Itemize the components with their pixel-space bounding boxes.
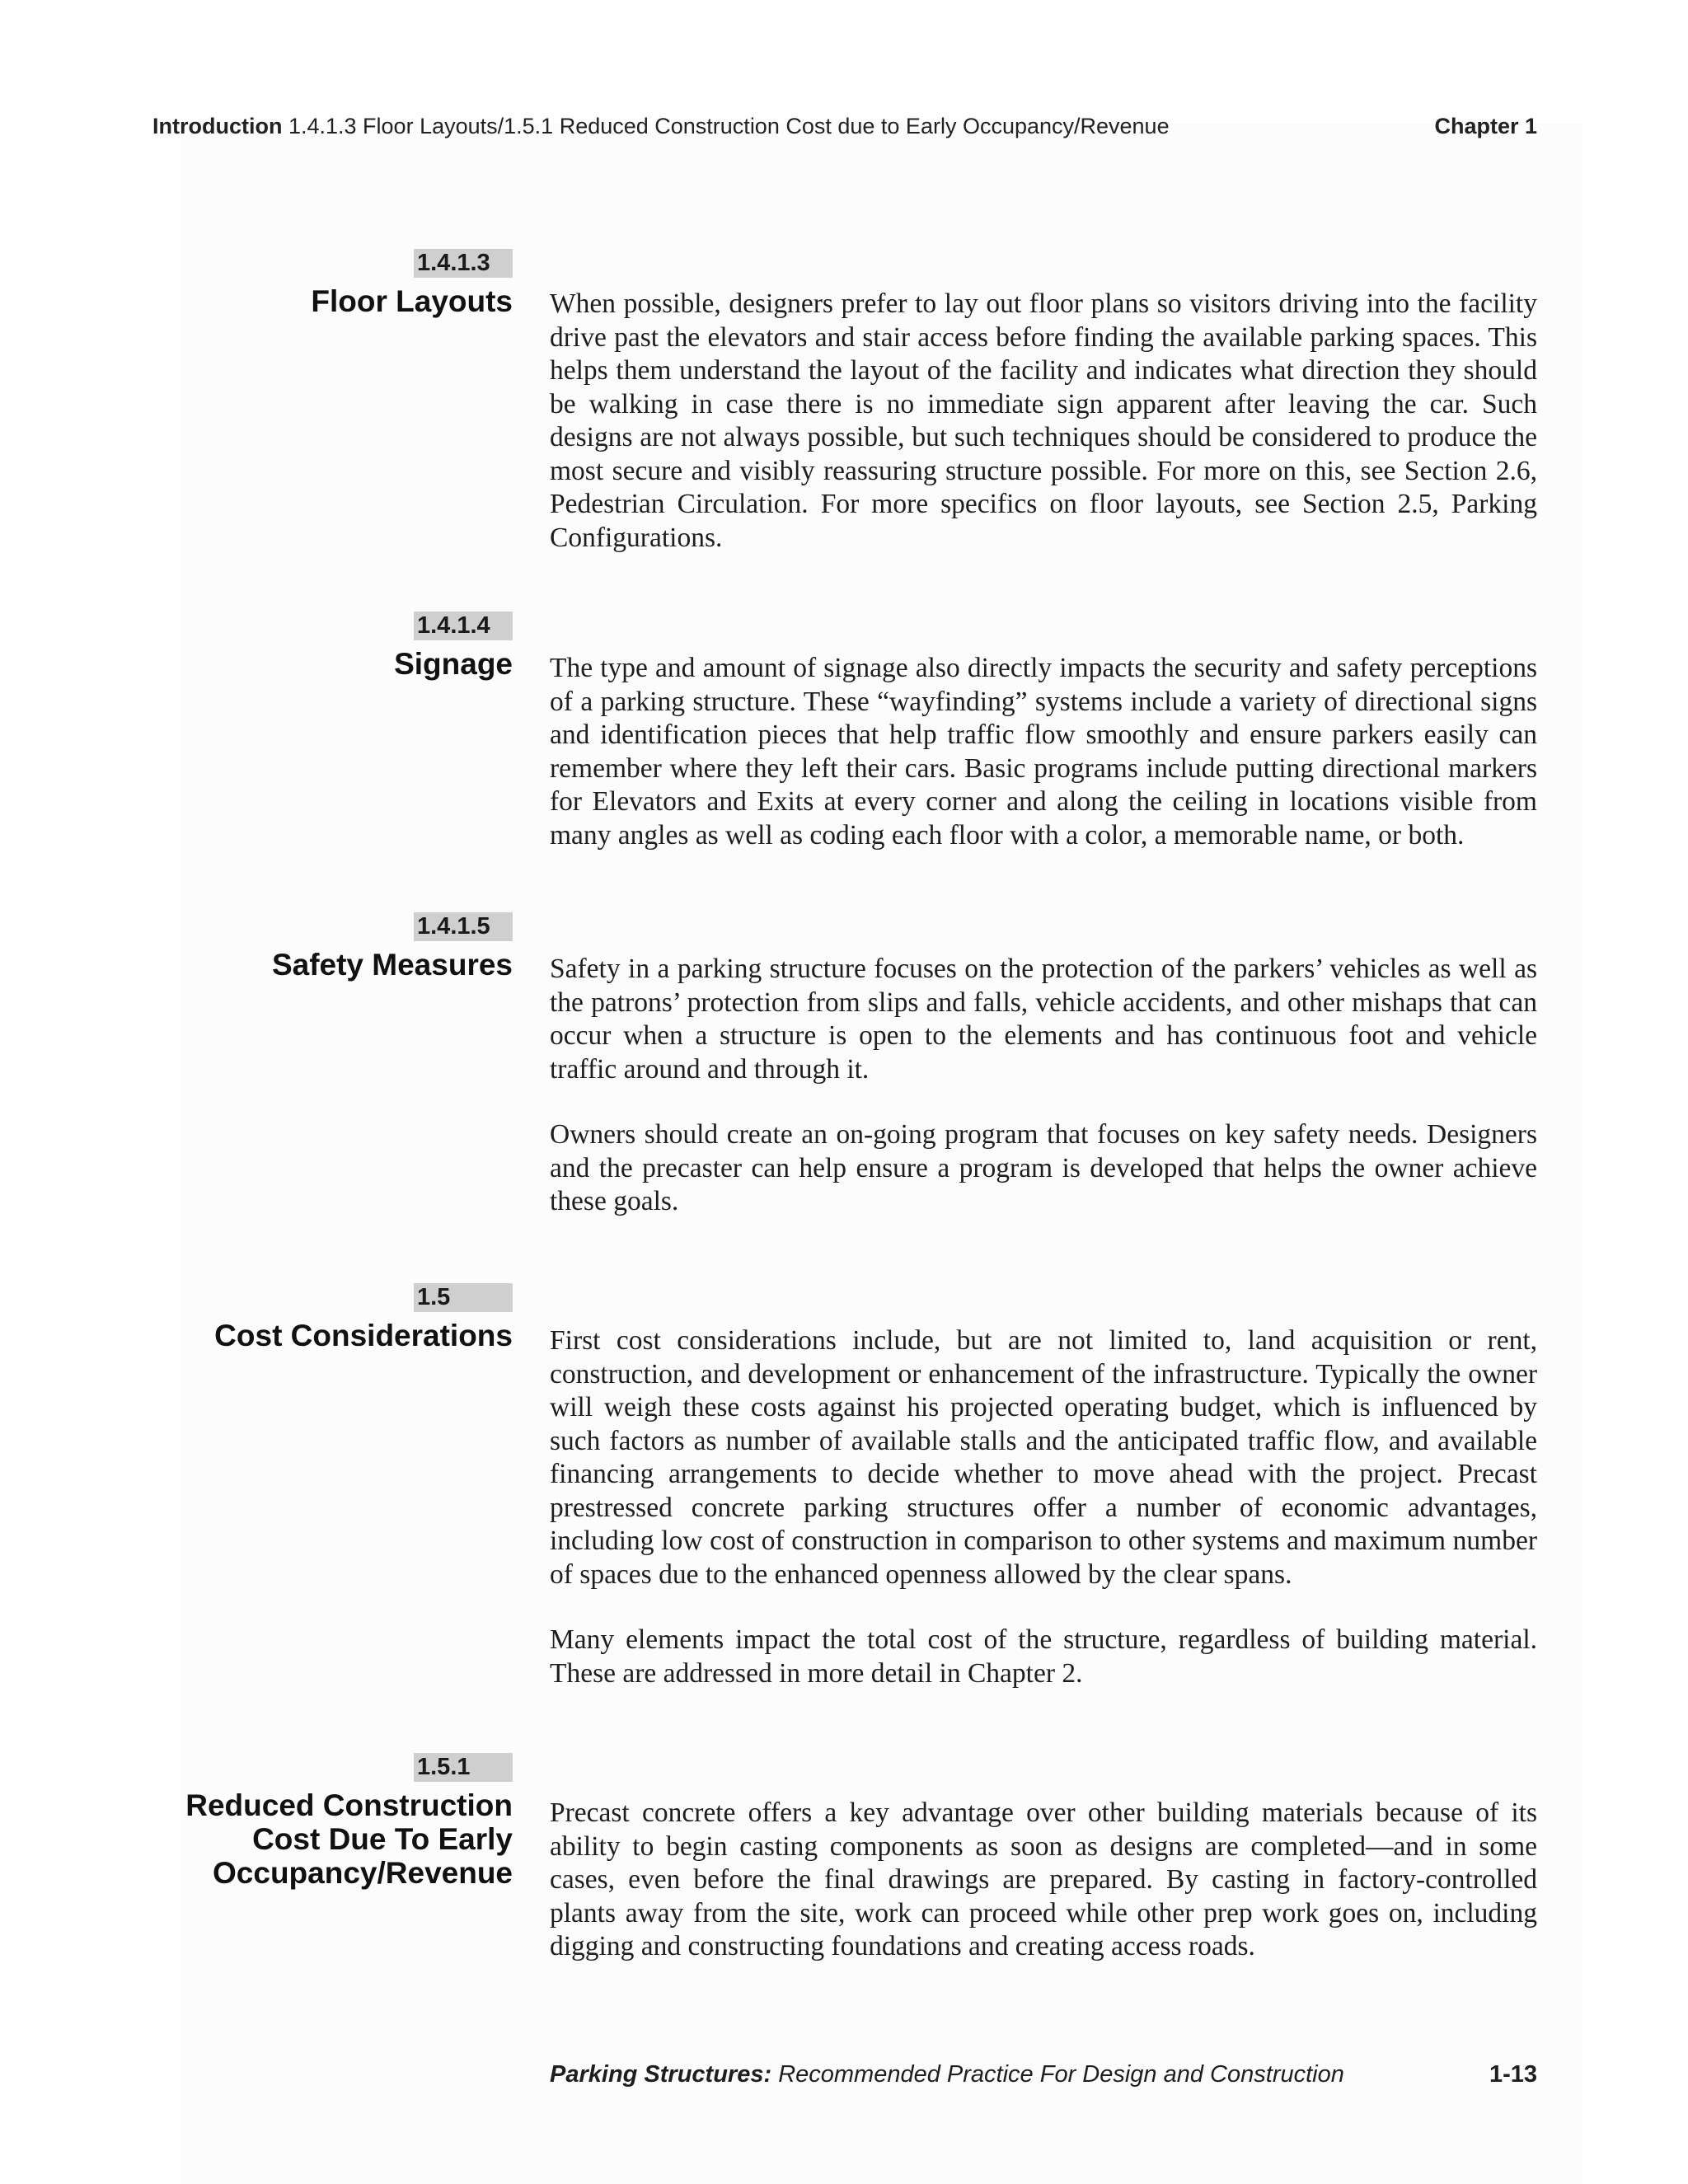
section-heading bbox=[115, 249, 513, 318]
header-chapter: Chapter 1 bbox=[1434, 114, 1537, 138]
header-topic: 1.4.1.3 Floor Layouts/1.5.1 Reduced Construction Cost due to Early Occupancy/Revenue bbox=[288, 114, 1170, 138]
section-body bbox=[550, 652, 1537, 884]
section-heading bbox=[115, 1283, 513, 1352]
section-number: 1.5 bbox=[414, 1283, 513, 1312]
section-number: 1.4.1.3 bbox=[414, 249, 513, 278]
paragraph: Precast concrete offers a key advantage over other building materials because of its ability to begin casting components as soon as designs are completed—and in some cases, even before the final drawings are prepared. By casting in factory-controlled plants away from the site, work can proceed while other prep work goes on, including digging and constructing foundations and creating access roads. bbox=[550, 1797, 1537, 1961]
running-header bbox=[152, 114, 1537, 147]
paragraph: When possible, designers prefer to lay out floor plans so visitors driving into the facility drive past the elevators and stair access before finding the available parking spaces. This helps them understand the layout of the facility and indicates what direction they should be walking in case there is no immediate sign apparent after leaving the car. Such designs are not always possible, but such techniques should be considered to produce the most secure and visibly reassuring structure possible. For more on this, see Section 2.6, Pedestrian Circulation. For more specifics on floor layouts, see Section 2.5, Parking Configurations. bbox=[550, 288, 1537, 553]
section-body bbox=[550, 1797, 1537, 1996]
footer-subtitle: Recommended Practice For Design and Construction bbox=[778, 2061, 1344, 2088]
section-heading bbox=[115, 912, 513, 982]
section-title: Floor Layouts bbox=[311, 284, 513, 318]
section-title: Signage bbox=[394, 647, 513, 681]
page-number: 1-13 bbox=[1489, 2061, 1537, 2088]
section-body bbox=[550, 1324, 1537, 1722]
paragraph: Many elements impact the total cost of the structure, regardless of building material. These are addressed in more detail in Chapter 2. bbox=[550, 1624, 1537, 1689]
section-title: Reduced Construction Cost Due To Early Occupancy/Revenue bbox=[185, 1788, 513, 1890]
section-title: Safety Measures bbox=[271, 948, 513, 982]
section-number: 1.4.1.4 bbox=[414, 612, 513, 640]
paragraph: The type and amount of signage also directly impacts the security and safety perceptions of a parking structure. These “wayfinding” systems include a variety of directional signs and identification pieces that help traffic flow smoothly and ensure parkers easily can remember where they left their cars. Basic programs include putting directional markers for Elevators and Exits at every corner and along the ceiling in locations visible from many angles as well as coding each floor with a color, a memorable name, or both. bbox=[550, 653, 1537, 851]
paragraph: Owners should create an on-going program that focuses on key safety needs. Designers and the precaster can help ensure a program is developed that helps the owner achieve these goals. bbox=[550, 1119, 1537, 1216]
section-body bbox=[550, 953, 1537, 1251]
section-title: Cost Considerations bbox=[214, 1319, 513, 1352]
section-number: 1.5.1 bbox=[414, 1753, 513, 1782]
section-body bbox=[550, 288, 1537, 587]
section-heading bbox=[115, 612, 513, 681]
running-footer bbox=[550, 2061, 1537, 2097]
footer-publication: Parking Structures: bbox=[550, 2061, 772, 2088]
paragraph: Safety in a parking structure focuses on the protection of the parkers’ vehicles as well as the patrons’ protection from slips and falls, vehicle accidents, and other mishaps that can occur when a structure is open to the elements and has continuous foot and vehicle traffic around and through it. bbox=[550, 954, 1537, 1085]
header-section-label: Introduction bbox=[152, 114, 283, 138]
section-heading bbox=[115, 1753, 513, 1890]
paragraph: First cost considerations include, but are not limited to, land acquisition or rent, construction, and development or enhancement of the infrastructure. Typically the owner will weigh these costs against his projected operating budget, which is influenced by such factors as number of available stalls and the anticipated traffic flow, and available financing arrangements to decide whether to move ahead with the project. Precast prestressed concrete parking structures offer a number of economic advantages, including low cost of construction in comparison to other systems and maximum number of spaces due to the enhanced openness allowed by the clear spans. bbox=[550, 1325, 1537, 1590]
section-number: 1.4.1.5 bbox=[414, 912, 513, 941]
